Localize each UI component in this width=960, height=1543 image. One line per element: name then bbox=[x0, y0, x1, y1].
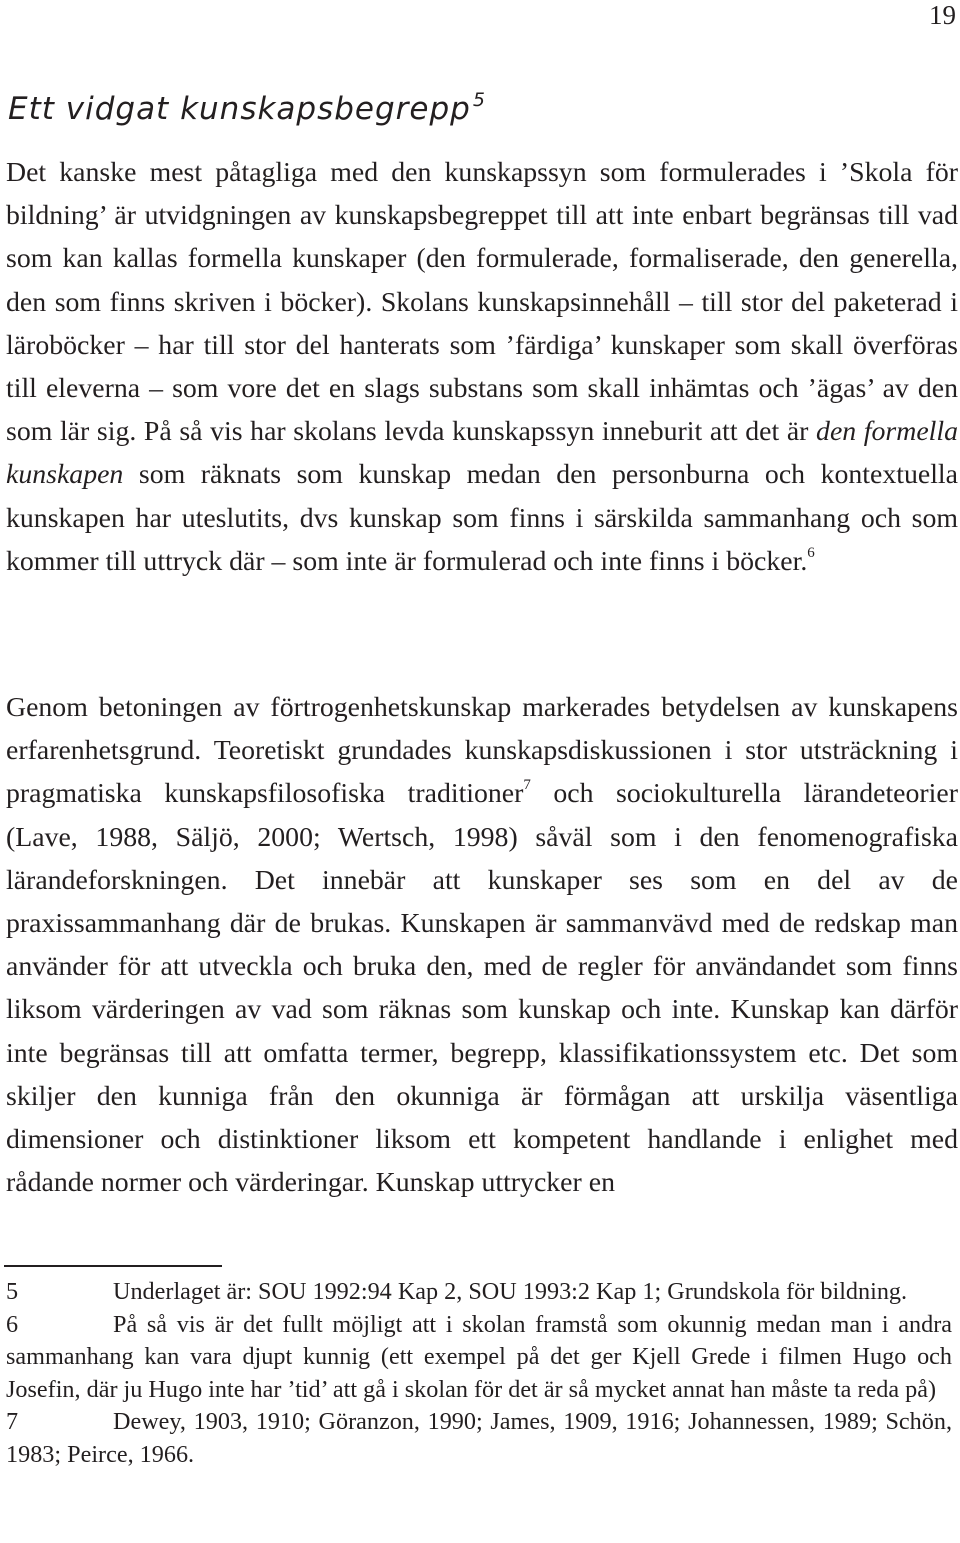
footnote-6 bbox=[6, 1309, 952, 1407]
paragraph-1-emphasis: den formella kunskapen bbox=[6, 416, 959, 491]
footnote-text: Dewey, 1903, 1910; Göranzon, 1990; James, 1909, 1916; Johannessen, 1989; Schön, 1983; Peirce, 1966. bbox=[6, 1408, 952, 1468]
footnote-text: Underlaget är: SOU 1992:94 Kap 2, SOU 1993:2 Kap 1; Grundskola för bildning. bbox=[113, 1278, 908, 1305]
paragraph-2-text-b: och sociokulturella lärandeteorier (Lave, 1988, Säljö, 2000; Wertsch, 1998) såväl som i den fenomenografiska lärandeforskningen. Det innebär att kunskaper ses som en del av de praxissammanhang där de brukas. Kunskapen är sammanvävd med de redskap man använder för att utveckla och bruka den, med de regler för användandet som finns liksom värderingen av vad som räknas som kunskap och inte. Kunskap kan därför inte begränsas till att omfatta termer, begrepp, klassifikationssystem etc. Det som skiljer den kunniga från den okunniga är förmågan att urskilja väsentliga dimensioner och distinktioner liksom ett kompetent handlande i enlighet med rådande normer och värderingar. Kunskap uttrycker en bbox=[6, 778, 958, 1199]
footnote-7 bbox=[6, 1406, 952, 1471]
footnote-divider bbox=[4, 1265, 222, 1267]
paragraph-2-text-a: Genom betoningen av förtrogenhetskunskap markerades betydelsen av kunskapens erfarenhetsgrund. Teoretiskt grundades kunskapsdiskussionen i stor utsträckning i pragmatiska kunskapsfilosofiska traditioner bbox=[6, 692, 958, 810]
paragraph-1-text-b: som räknats som kunskap medan den personburna och kontextuella kunskapen har uteslutits, dvs kunskap som finns i särskilda sammanhang och som kommer till uttryck där – som inte är formulerad och inte finns i böcker. bbox=[6, 459, 958, 577]
section-heading bbox=[8, 80, 486, 129]
footnote-number: 6 bbox=[6, 1310, 19, 1338]
footnote-ref-5: 5 bbox=[472, 89, 486, 111]
page-number: 19 bbox=[929, 0, 956, 30]
paragraph-1 bbox=[6, 151, 958, 583]
paragraph-2 bbox=[6, 686, 958, 1204]
paragraph-1-text-a: Det kanske mest påtagliga med den kunskapssyn som formulerades i ’Skola för bildning’ är utvidgningen av kunskapsbegreppet till att inte enbart begränsas till vad som kan kallas formella kunskaper (den formulerade, formaliserade, den generella, den som finns skriven i böcker). Skolans kunskapsinnehåll – till stor del paketerad i läroböcker – har till stor del hanterats som ’färdiga’ kunskaper som skall överföras till eleverna – som vore det en slags substans som skall inhämtas och ’ägas’ av den som lär sig. På så vis har skolans levda kunskapssyn inneburit att det är bbox=[6, 157, 958, 448]
footnotes bbox=[6, 1276, 952, 1472]
heading-text: Ett vidgat kunskapsbegrepp bbox=[8, 91, 471, 127]
footnote-number: 5 bbox=[6, 1278, 19, 1305]
footnote-ref-6: 6 bbox=[807, 544, 815, 561]
footnote-5 bbox=[6, 1276, 952, 1309]
footnote-text: På så vis är det fullt möjligt att i skolan framstå som okunnig medan man i andra sammanhang kan vara djupt kunnig (ett exempel på det ger Kjell Grede i filmen Hugo och Josefin, där ju Hugo inte har ’tid’ att gå i skolan för det är så mycket annat han måste ta reda på) bbox=[6, 1310, 952, 1403]
footnote-number: 7 bbox=[6, 1408, 19, 1436]
footnote-ref-7: 7 bbox=[523, 777, 531, 794]
